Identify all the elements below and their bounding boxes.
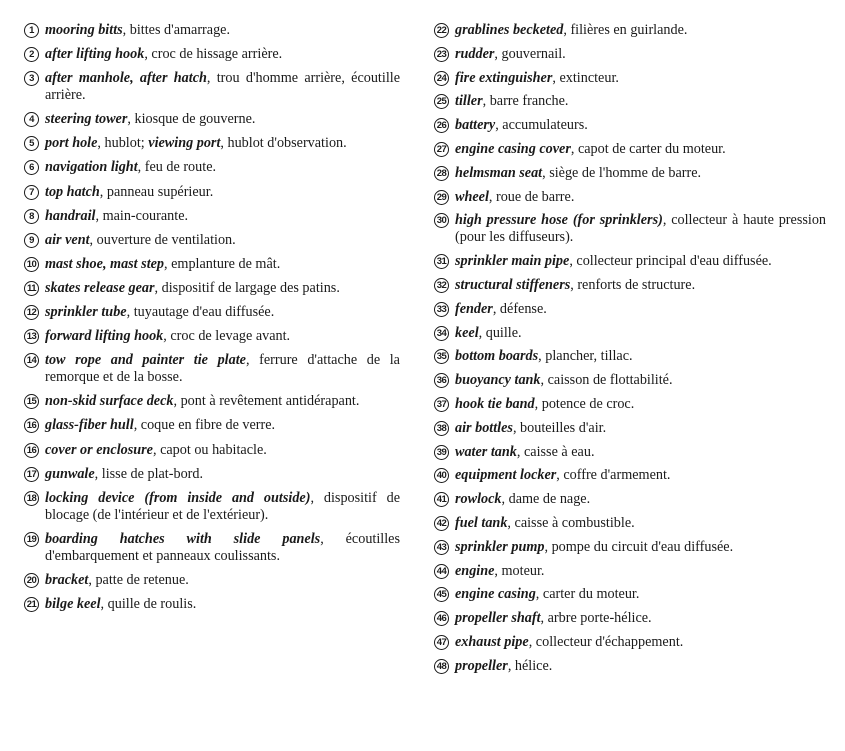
english-term: fire extinguisher <box>455 69 553 86</box>
glossary-entry <box>434 70 826 87</box>
glossary-left-column <box>24 22 400 751</box>
term-separator: , <box>126 304 134 321</box>
french-translation: tuyautage d'eau diffusée. <box>133 304 275 321</box>
french-translation: ferrure d'attache de la remorque et de la bosse. <box>45 352 400 386</box>
english-term: engine casing <box>455 586 536 603</box>
french-translation: collecteur principal d'eau diffusée. <box>576 253 772 270</box>
french-translation: quille. <box>485 324 522 341</box>
entry-number-badge: 31 <box>434 254 449 269</box>
entry-number-badge: 27 <box>434 142 449 157</box>
entry-number-badge: 47 <box>434 635 449 650</box>
french-translation: caisson de flottabilité. <box>547 372 673 389</box>
term-separator: , <box>127 111 135 128</box>
glossary-entry <box>434 212 826 246</box>
english-term: equipment locker <box>455 467 557 484</box>
glossary-entry <box>24 111 400 128</box>
french-translation: collecteur d'échappement. <box>535 633 684 650</box>
english-term: rudder <box>455 45 495 62</box>
term-separator: , <box>535 586 543 603</box>
french-translation: hélice. <box>514 657 553 674</box>
entry-number-badge: 34 <box>434 326 449 341</box>
term-separator: , <box>100 595 108 612</box>
french-translation: défense. <box>499 300 547 317</box>
glossary-entry <box>24 46 400 63</box>
french-translation: patte de retenue. <box>95 571 189 588</box>
term-separator: , <box>164 255 172 272</box>
french-translation: extincteur. <box>559 69 619 86</box>
glossary-entry <box>24 135 400 152</box>
english-term: mast shoe, mast step <box>45 255 165 272</box>
term-separator: , <box>507 657 515 674</box>
term-separator: , <box>206 70 217 87</box>
entry-number-badge: 7 <box>24 185 39 200</box>
term-separator: , <box>478 324 486 341</box>
entry-number-badge: 45 <box>434 587 449 602</box>
glossary-entry <box>434 491 826 508</box>
glossary-entry <box>24 328 400 345</box>
english-term: propeller shaft <box>455 610 541 627</box>
entry-number-badge: 36 <box>434 373 449 388</box>
glossary-entry <box>434 467 826 484</box>
english-term: sprinkler tube <box>45 304 127 321</box>
english-term: helmsman seat <box>455 164 543 181</box>
glossary-entry <box>434 444 826 461</box>
entry-number-badge: 21 <box>24 597 39 612</box>
entry-number-badge: 8 <box>24 209 39 224</box>
entry-number-badge: 32 <box>434 278 449 293</box>
glossary-entry <box>434 586 826 603</box>
glossary-entry <box>24 572 400 589</box>
entry-number-badge: 41 <box>434 492 449 507</box>
entry-number-badge: 10 <box>24 257 39 272</box>
english-term: forward lifting hook <box>45 328 164 345</box>
glossary-entry <box>434 563 826 580</box>
term-separator: , <box>512 419 521 436</box>
entry-number-badge: 18 <box>24 491 39 506</box>
entry-number-badge: 43 <box>434 540 449 555</box>
english-term: after lifting hook <box>45 46 145 63</box>
french-translation: caisse à eau. <box>523 443 595 460</box>
glossary-entry <box>24 352 400 386</box>
term-separator: , <box>544 538 552 555</box>
french-translation: collecteur à haute pression (pour les diffuseurs). <box>455 212 827 246</box>
term-separator: , <box>97 135 105 152</box>
glossary-entry <box>24 596 400 613</box>
entry-number-badge: 13 <box>24 329 39 344</box>
glossary-entry <box>24 159 400 176</box>
english-term: cover or enclosure <box>45 441 153 458</box>
term-separator: , <box>494 45 502 62</box>
term-separator: , <box>495 117 503 134</box>
entry-number-badge: 22 <box>434 23 449 38</box>
french-translation: caisse à combustible. <box>514 514 635 531</box>
french-translation: dispositif de largage des patins. <box>161 279 340 296</box>
french-translation: pont à revêtement antidérapant. <box>180 393 360 410</box>
glossary-entry <box>24 490 400 524</box>
term-separator: , <box>137 159 145 176</box>
glossary-right-column <box>434 22 826 751</box>
glossary-entry <box>434 189 826 206</box>
english-term: engine casing cover <box>455 140 571 157</box>
english-term: bracket <box>45 571 89 588</box>
entry-number-badge: 9 <box>24 233 39 248</box>
entry-number-badge: 28 <box>434 166 449 181</box>
term-separator: , <box>173 393 181 410</box>
term-separator: , <box>163 328 171 345</box>
term-separator: , <box>534 395 542 412</box>
term-separator: , <box>494 562 502 579</box>
glossary-entry <box>434 46 826 63</box>
english-term: viewing port <box>148 135 221 152</box>
french-translation: ouverture de ventilation. <box>96 231 236 248</box>
glossary-entry <box>434 141 826 158</box>
entry-number-badge: 11 <box>24 281 39 296</box>
french-translation: écoutilles d'embarquement et panneaux coulissants. <box>45 530 400 564</box>
entry-number-badge: 20 <box>24 573 39 588</box>
french-translation: dispositif de blocage (de l'intérieur et de l'extérieur). <box>45 489 400 523</box>
term-separator: , <box>152 441 161 458</box>
term-separator: , <box>516 443 524 460</box>
term-separator: , <box>507 514 515 531</box>
glossary-entry <box>24 280 400 297</box>
term-separator: , <box>540 372 548 389</box>
english-term: sprinkler pump <box>455 538 545 555</box>
term-separator: , <box>538 348 546 365</box>
glossary-entry <box>434 325 826 342</box>
english-term: structural stiffeners <box>455 276 571 293</box>
english-term: steering tower <box>45 111 128 128</box>
entry-number-badge: 2 <box>24 47 39 62</box>
english-term: boarding hatches with slide panels <box>45 530 321 547</box>
glossary-entry <box>24 417 400 434</box>
glossary-entry <box>434 253 826 270</box>
entry-number-badge: 44 <box>434 564 449 579</box>
entry-number-badge: 42 <box>434 516 449 531</box>
english-term: propeller <box>455 657 508 674</box>
french-translation: quille de roulis. <box>107 595 197 612</box>
french-translation: capot ou habitacle. <box>160 441 267 458</box>
english-term: high pressure hose (for sprinklers) <box>455 212 663 229</box>
glossary-entry <box>434 610 826 627</box>
english-term: battery <box>455 117 496 134</box>
french-translation: hublot; <box>104 135 145 152</box>
glossary-entry <box>434 165 826 182</box>
french-translation: feu de route. <box>144 159 217 176</box>
french-translation: capot de carter du moteur. <box>577 140 726 157</box>
glossary-entry <box>434 658 826 675</box>
english-term: bilge keel <box>45 595 101 612</box>
french-translation: trou d'homme arrière, écoutille arrière. <box>45 70 401 104</box>
french-translation: renforts de structure. <box>577 276 696 293</box>
glossary-entry <box>24 256 400 273</box>
entry-number-badge: 3 <box>24 71 39 86</box>
english-term: air vent <box>45 231 90 248</box>
glossary-entry <box>434 22 826 39</box>
french-translation: hublot d'observation. <box>227 135 347 152</box>
french-translation: pompe du circuit d'eau diffusée. <box>551 538 734 555</box>
english-term: water tank <box>455 443 517 460</box>
entry-number-badge: 25 <box>434 94 449 109</box>
entry-number-badge: 26 <box>434 118 449 133</box>
glossary-entry <box>24 531 400 565</box>
english-term: rowlock <box>455 491 502 508</box>
entry-number-badge: 12 <box>24 305 39 320</box>
entry-number-badge: 19 <box>24 532 39 547</box>
glossary-entry <box>434 348 826 365</box>
french-translation: main-courante. <box>102 207 189 224</box>
glossary-entry <box>434 117 826 134</box>
term-separator: , <box>99 183 107 200</box>
entry-number-badge: 30 <box>434 213 449 228</box>
english-term: skates release gear <box>45 279 155 296</box>
english-term: exhaust pipe <box>455 633 529 650</box>
french-translation: potence de croc. <box>541 395 635 412</box>
glossary-entry <box>434 539 826 556</box>
entry-number-badge: 14 <box>24 353 39 368</box>
term-separator: , <box>310 489 324 506</box>
english-term: non-skid surface deck <box>45 393 174 410</box>
entry-number-badge: 1 <box>24 23 39 38</box>
french-translation: filières en guirlande. <box>570 22 688 38</box>
english-term: wheel <box>455 188 489 205</box>
entry-number-badge: 46 <box>434 611 449 626</box>
glossary-entry <box>24 466 400 483</box>
term-separator: , <box>154 279 162 296</box>
english-term: hook tie band <box>455 395 535 412</box>
term-separator: , <box>133 417 141 434</box>
english-term: tiller <box>455 93 483 110</box>
glossary-entry <box>434 396 826 413</box>
glossary-entry <box>24 232 400 249</box>
english-term: keel <box>455 324 479 341</box>
glossary-entry <box>434 301 826 318</box>
term-separator: , <box>320 530 346 547</box>
english-term: gunwale <box>45 465 95 482</box>
term-separator: , <box>662 212 672 229</box>
french-translation: carter du moteur. <box>542 586 640 603</box>
entry-number-badge: 16 <box>24 418 39 433</box>
glossary-entry <box>24 184 400 201</box>
english-term: tow rope and painter tie plate <box>45 352 246 369</box>
term-separator: , <box>488 188 496 205</box>
term-separator: , <box>540 610 548 627</box>
term-separator: , <box>122 22 130 38</box>
french-translation: lisse de plat-bord. <box>101 465 204 482</box>
term-separator: , <box>552 69 560 86</box>
english-term: air bottles <box>455 419 513 436</box>
term-separator: , <box>569 253 577 270</box>
entry-number-badge: 24 <box>434 71 449 86</box>
term-separator: , <box>95 207 103 224</box>
term-separator: , <box>570 140 578 157</box>
glossary-entry <box>434 277 826 294</box>
term-separator: , <box>144 46 152 63</box>
entry-number-badge: 4 <box>24 112 39 127</box>
french-translation: panneau supérieur. <box>106 183 214 200</box>
english-term: mooring bitts <box>45 22 123 38</box>
french-translation: gouvernail. <box>501 45 566 62</box>
term-separator: , <box>556 467 564 484</box>
french-translation: dame de nage. <box>508 491 591 508</box>
french-translation: bouteilles d'air. <box>520 419 607 436</box>
glossary-entry <box>434 515 826 532</box>
english-term: grablines becketed <box>455 22 564 38</box>
french-translation: croc de hissage arrière. <box>151 46 283 63</box>
english-term: top hatch <box>45 183 100 200</box>
french-translation: croc de levage avant. <box>170 328 291 345</box>
entry-number-badge: 48 <box>434 659 449 674</box>
english-term: after manhole, after hatch <box>45 70 207 87</box>
term-separator: , <box>245 352 260 369</box>
entry-number-badge: 39 <box>434 445 449 460</box>
english-term: bottom boards <box>455 348 539 365</box>
term-separator: , <box>89 231 97 248</box>
glossary-entry <box>434 372 826 389</box>
entry-number-badge: 23 <box>434 47 449 62</box>
english-term: handrail <box>45 207 96 224</box>
french-translation: roue de barre. <box>495 188 575 205</box>
glossary-entry <box>434 634 826 651</box>
term-separator: , <box>88 571 96 588</box>
french-translation: accumulateurs. <box>502 117 588 134</box>
french-translation: barre franche. <box>489 93 569 110</box>
english-term: glass-fiber hull <box>45 417 134 434</box>
term-separator: , <box>563 22 571 38</box>
entry-number-badge: 29 <box>434 190 449 205</box>
term-separator: , <box>528 633 536 650</box>
english-term: buoyancy tank <box>455 372 541 389</box>
french-translation: siège de l'homme de barre. <box>549 164 702 181</box>
glossary-entry <box>434 420 826 437</box>
english-term: locking device (from inside and outside) <box>45 489 311 506</box>
english-term: port hole <box>45 135 98 152</box>
french-translation: coque en fibre de verre. <box>140 417 276 434</box>
french-translation: moteur. <box>501 562 545 579</box>
term-separator: , <box>542 164 550 181</box>
english-term: fuel tank <box>455 514 508 531</box>
term-separator: , <box>482 93 490 110</box>
term-separator: , <box>220 135 228 152</box>
entry-number-badge: 15 <box>24 394 39 409</box>
term-separator: , <box>570 276 578 293</box>
english-term: sprinkler main pipe <box>455 253 570 270</box>
french-translation: bittes d'amarrage. <box>129 22 231 38</box>
term-separator: , <box>492 300 500 317</box>
french-translation: kiosque de gouverne. <box>134 111 256 128</box>
entry-number-badge: 40 <box>434 468 449 483</box>
entry-number-badge: 5 <box>24 136 39 151</box>
english-term: navigation light <box>45 159 138 176</box>
term-separator: , <box>501 491 509 508</box>
entry-number-badge: 37 <box>434 397 449 412</box>
glossary-entry <box>24 208 400 225</box>
glossary-entry <box>24 70 400 104</box>
entry-number-badge: 17 <box>24 467 39 482</box>
french-translation: emplanture de mât. <box>171 255 281 272</box>
entry-number-badge: 33 <box>434 302 449 317</box>
french-translation: coffre d'armement. <box>563 467 671 484</box>
glossary-entry <box>24 22 400 39</box>
glossary-entry <box>24 442 400 459</box>
glossary-entry <box>24 393 400 410</box>
french-translation: plancher, tillac. <box>545 348 633 365</box>
term-separator: , <box>94 465 102 482</box>
entry-number-badge: 16 <box>24 443 39 458</box>
french-translation: arbre porte-hélice. <box>547 610 652 627</box>
entry-number-badge: 35 <box>434 349 449 364</box>
glossary-entry <box>434 93 826 110</box>
english-term: engine <box>455 562 495 579</box>
english-term: fender <box>455 300 493 317</box>
entry-number-badge: 6 <box>24 160 39 175</box>
glossary-entry <box>24 304 400 321</box>
entry-number-badge: 38 <box>434 421 449 436</box>
